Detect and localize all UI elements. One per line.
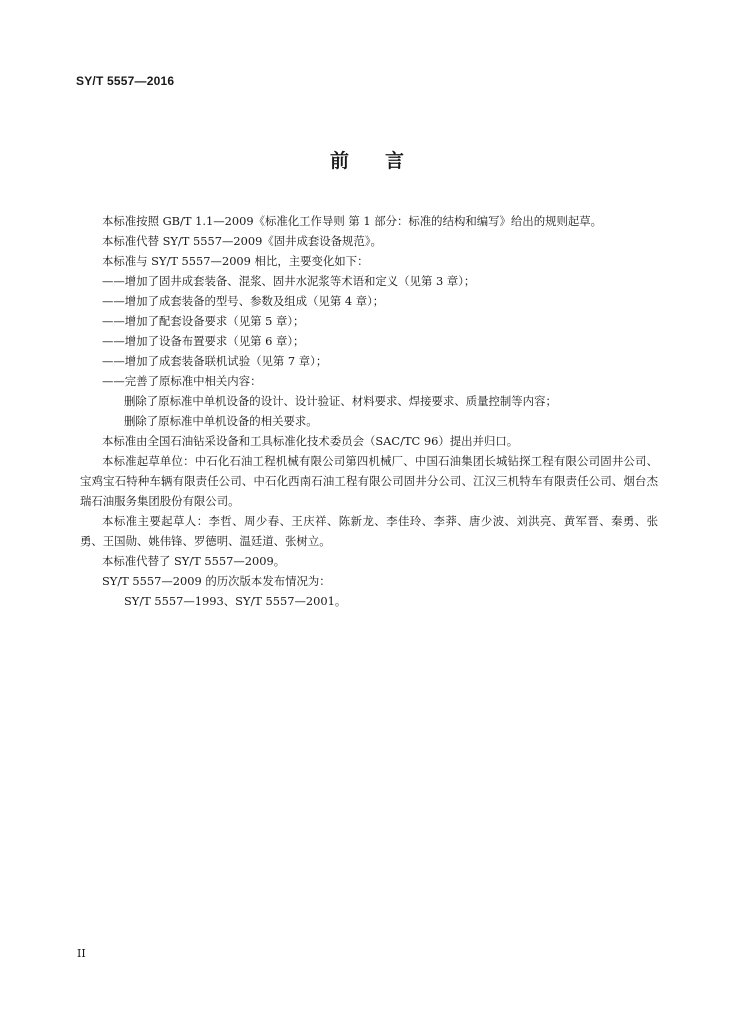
list-item-change-4: ——增加了设备布置要求（见第 6 章）； xyxy=(102,334,305,348)
list-item-change-6: ——完善了原标准中相关内容： xyxy=(102,374,262,388)
paragraph-drafting-rule: 本标准按照 GB/T 1.1—2009《标准化工作导则 第 1 部分：标准的结构和编写》给出的规则起草。 xyxy=(102,214,603,228)
list-item-change-1: ——增加了固井成套装备、混浆、固井水泥浆等术语和定义（见第 3 章）； xyxy=(102,274,476,288)
page-title: 前言 xyxy=(329,150,440,172)
paragraph-changes-intro: 本标准与 SY/T 5557—2009 相比，主要变化如下： xyxy=(102,254,369,268)
list-item-change-5: ——增加了成套装备联机试验（见第 7 章）； xyxy=(102,354,328,368)
list-item-change-2: ——增加了成套装备的型号、参数及组成（见第 4 章）； xyxy=(102,294,385,308)
paragraph-history-intro: SY/T 5557—2009 的历次版本发布情况为： xyxy=(102,574,331,588)
list-item-change-3: ——增加了配套设备要求（见第 5 章）； xyxy=(102,314,305,328)
paragraph-supersedes: 本标准代替了 SY/T 5557—2009。 xyxy=(102,554,286,568)
page-number: II xyxy=(77,947,86,960)
paragraph-history-list: SY/T 5557—1993、SY/T 5557—2001。 xyxy=(124,594,347,608)
paragraph-proposer: 本标准由全国石油钻采设备和工具标准化技术委员会（SAC/TC 96）提出并归口。 xyxy=(102,434,519,448)
foreword-body xyxy=(80,211,658,611)
paragraph-drafting-units: 本标准起草单位：中石化石油工程机械有限公司第四机械厂、中国石油集团长城钻探工程有限公司固井公司、宝鸡宝石特种车辆有限责任公司、中石化西南石油工程有限公司固井分公司、江汉三机特车有限责任公司、烟台杰瑞石油服务集团股份有限公司。 xyxy=(80,454,658,508)
sub-item-delete-2: 删除了原标准中单机设备的相关要求。 xyxy=(124,414,318,428)
sub-item-delete-1: 删除了原标准中单机设备的设计、设计验证、材料要求、焊接要求、质量控制等内容； xyxy=(124,394,557,408)
document-code: SY/T 5557—2016 xyxy=(76,74,175,88)
paragraph-replaces: 本标准代替 SY/T 5557—2009《固井成套设备规范》。 xyxy=(102,234,382,248)
paragraph-drafters: 本标准主要起草人：李哲、周少春、王庆祥、陈新龙、李佳玲、李莽、唐少波、刘洪亮、黄军晋、秦勇、张勇、王国勋、姚伟锋、罗德明、温廷道、张树立。 xyxy=(80,514,658,548)
